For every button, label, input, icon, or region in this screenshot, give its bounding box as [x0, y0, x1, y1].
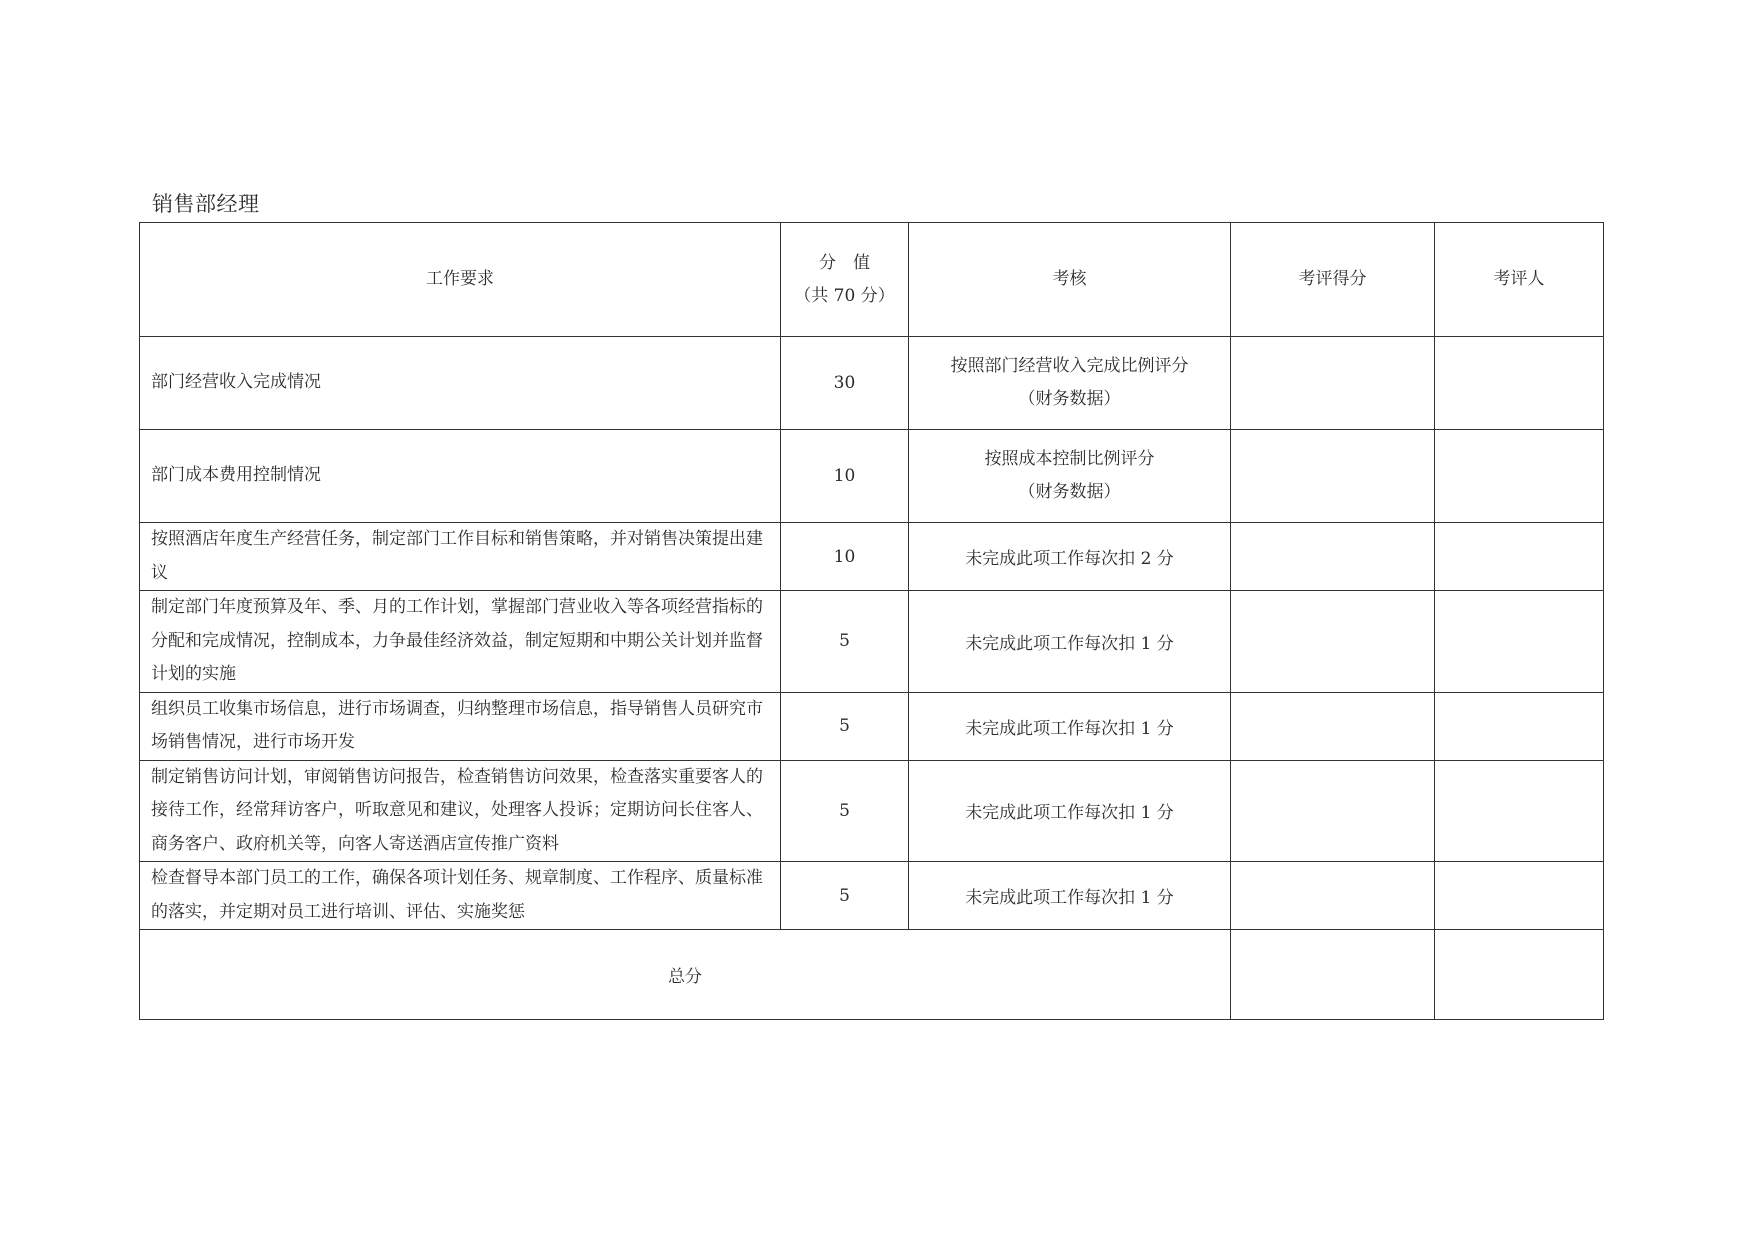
assessment-rule: 按照成本控制比例评分 [984, 449, 1155, 469]
score-cell: 5 [781, 862, 909, 930]
requirement-cell: 制定部门年度预算及年、季、月的工作计划，掌握部门营业收入等各项经营指标的分配和完成情况，控制成本，力争最佳经济效益，制定短期和中期公关计划并监督计划的实施 [140, 591, 781, 693]
assessment-cell: 未完成此项工作每次扣 1 分 [909, 862, 1231, 930]
assessment-cell: 未完成此项工作每次扣 1 分 [909, 591, 1231, 693]
score-cell: 5 [781, 591, 909, 693]
assessment-cell: 未完成此项工作每次扣 2 分 [909, 523, 1231, 591]
requirement-cell: 部门成本费用控制情况 [140, 430, 781, 523]
evaluation-score-cell[interactable] [1231, 692, 1435, 760]
header-evaluator: 考评人 [1435, 223, 1604, 337]
evaluator-cell[interactable] [1435, 862, 1604, 930]
requirement-cell: 检查督导本部门员工的工作，确保各项计划任务、规章制度、工作程序、质量标准的落实，并定期对员工进行培训、评估、实施奖惩 [140, 862, 781, 930]
header-evaluation-score: 考评得分 [1231, 223, 1435, 337]
table-row [140, 862, 1604, 930]
assessment-note: （财务数据） [1018, 482, 1121, 502]
evaluator-cell[interactable] [1435, 337, 1604, 430]
assessment-cell [909, 430, 1231, 523]
header-score [781, 223, 909, 337]
table-row [140, 591, 1604, 693]
assessment-note: （财务数据） [1018, 389, 1121, 409]
total-label: 总分 [140, 930, 1231, 1020]
score-cell: 5 [781, 760, 909, 862]
total-evaluation-score-cell[interactable] [1231, 930, 1435, 1020]
evaluation-score-cell[interactable] [1231, 430, 1435, 523]
evaluation-score-cell[interactable] [1231, 760, 1435, 862]
evaluation-score-cell[interactable] [1231, 337, 1435, 430]
header-assessment: 考核 [909, 223, 1231, 337]
header-score-total: （共 70 分） [794, 285, 895, 306]
table-header-row [140, 223, 1604, 337]
evaluator-cell[interactable] [1435, 591, 1604, 693]
total-evaluator-cell[interactable] [1435, 930, 1604, 1020]
evaluation-score-cell[interactable] [1231, 523, 1435, 591]
table-row [140, 692, 1604, 760]
requirement-cell: 按照酒店年度生产经营任务，制定部门工作目标和销售策略，并对销售决策提出建议 [140, 523, 781, 591]
assessment-rule: 按照部门经营收入完成比例评分 [950, 356, 1189, 376]
score-cell: 10 [781, 523, 909, 591]
requirement-cell: 制定销售访问计划，审阅销售访问报告，检查销售访问效果，检查落实重要客人的接待工作，经常拜访客户，听取意见和建议，处理客人投诉；定期访问长住客人、商务客户、政府机关等，向客人寄送酒店宣传推广资料 [140, 760, 781, 862]
evaluator-cell[interactable] [1435, 430, 1604, 523]
table-row [140, 337, 1604, 430]
total-row [140, 930, 1604, 1020]
header-requirement: 工作要求 [140, 223, 781, 337]
assessment-cell: 未完成此项工作每次扣 1 分 [909, 760, 1231, 862]
evaluation-score-cell[interactable] [1231, 862, 1435, 930]
assessment-cell [909, 337, 1231, 430]
evaluator-cell[interactable] [1435, 692, 1604, 760]
assessment-cell: 未完成此项工作每次扣 1 分 [909, 692, 1231, 760]
table-row [140, 430, 1604, 523]
evaluation-score-cell[interactable] [1231, 591, 1435, 693]
requirement-cell: 部门经营收入完成情况 [140, 337, 781, 430]
score-cell: 10 [781, 430, 909, 523]
score-cell: 30 [781, 337, 909, 430]
evaluation-table [139, 222, 1604, 1020]
document-title: 销售部经理 [152, 192, 260, 216]
score-cell: 5 [781, 692, 909, 760]
evaluator-cell[interactable] [1435, 760, 1604, 862]
requirement-cell: 组织员工收集市场信息，进行市场调查，归纳整理市场信息，指导销售人员研究市场销售情况，进行市场开发 [140, 692, 781, 760]
table-row [140, 760, 1604, 862]
table-row [140, 523, 1604, 591]
header-score-label: 分 值 [819, 252, 870, 273]
evaluator-cell[interactable] [1435, 523, 1604, 591]
